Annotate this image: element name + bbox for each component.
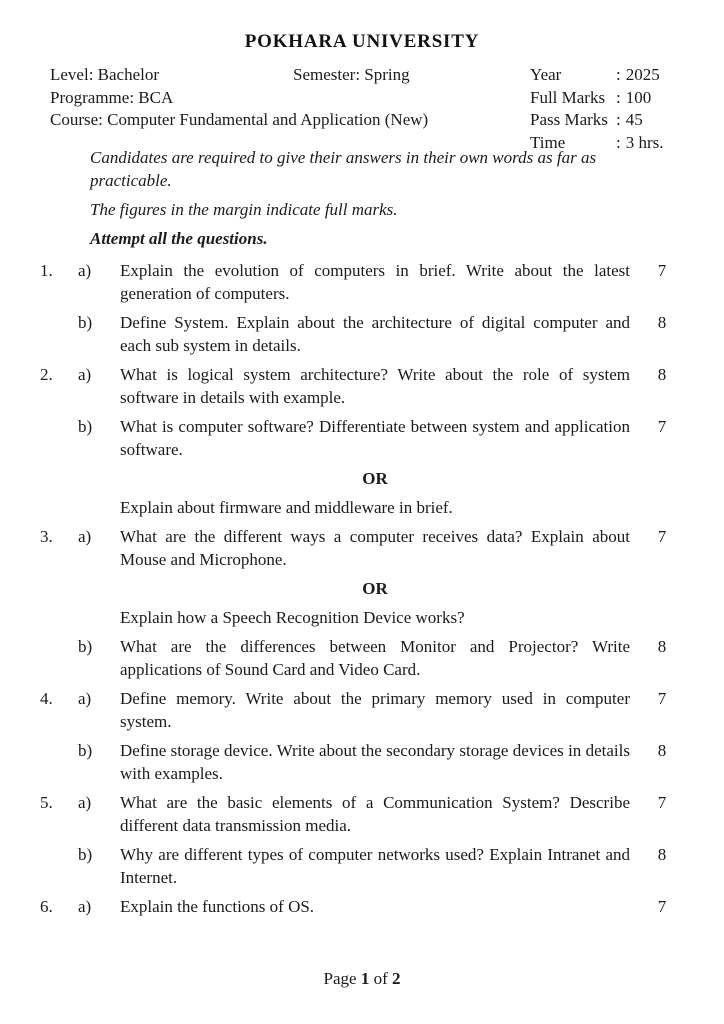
question-number: 5. [40, 792, 53, 812]
question-number [40, 635, 78, 681]
question-letter: b) [78, 844, 93, 864]
instruction-figures-margin: The figures in the margin indicate full marks. [90, 199, 398, 219]
meta-row-full-marks [530, 87, 664, 110]
footer-total-pages: 2 [391, 969, 401, 988]
question-letter: a) [78, 896, 92, 916]
footer-word-page: Page [323, 969, 357, 988]
question-text: What are the different ways a computer receives data? Explain about Mouse and Microphone. [120, 526, 630, 569]
question-number: 2. [40, 364, 53, 384]
question-marks: 8 [657, 364, 667, 384]
meta-row-year [530, 64, 664, 87]
year-value: 2025 [625, 65, 660, 84]
year-separator: : [616, 65, 621, 84]
page-footer [0, 967, 724, 990]
semester-text: Semester: Spring [293, 65, 410, 84]
instructions-block [90, 146, 654, 250]
question-letter: b) [78, 636, 93, 656]
question-number: 3. [40, 526, 53, 546]
question-text: What are the differences between Monitor and Projector? Write applications of Sound Card and Video Card. [120, 636, 630, 679]
question-letter: b) [78, 416, 93, 436]
question-number: 4. [40, 688, 53, 708]
full-marks-separator: : [616, 87, 621, 107]
question-number [40, 843, 78, 889]
question-number [40, 311, 78, 357]
question-number: 1. [40, 260, 53, 280]
question-row-4b [40, 739, 724, 785]
question-text: Define System. Explain about the architecture of digital computer and each sub system in details. [120, 312, 630, 355]
question-marks: 7 [657, 526, 667, 546]
meta-row-time [530, 132, 664, 155]
question-text: What is computer software? Differentiate between system and application software. [120, 416, 630, 459]
pass-marks-separator: : [616, 110, 621, 129]
question-text: Define storage device. Write about the secondary storage devices in details with examples. [120, 740, 630, 783]
question-text: Explain the evolution of computers in brief. Write about the latest generation of computers. [120, 260, 630, 303]
or-separator: OR [362, 578, 388, 598]
footer-current-page: 1 [360, 969, 370, 988]
full-marks-label: Full Marks [530, 87, 606, 107]
question-marks: 7 [657, 792, 667, 812]
time-label: Time [530, 132, 566, 152]
question-row-1b [40, 311, 724, 357]
programme-text: Programme: BCA [50, 87, 174, 107]
question-marks: 8 [657, 636, 667, 656]
instruction-own-words: Candidates are required to give their answers in their own words as far as practicable. [90, 147, 597, 190]
question-number [40, 739, 78, 785]
question-letter: a) [78, 526, 92, 546]
question-text: Define memory. Write about the primary memory used in computer system. [120, 688, 630, 731]
question-row-5a [40, 791, 724, 837]
page-title: POKHARA UNIVERSITY [244, 31, 480, 52]
footer-word-of: of [373, 969, 388, 988]
question-row-3b [40, 635, 724, 681]
full-marks-value: 100 [625, 87, 652, 107]
meta-row-pass-marks [530, 109, 664, 132]
question-number: 6. [40, 896, 53, 916]
marks-info-block [530, 64, 664, 154]
time-value: 3 hrs. [625, 132, 664, 152]
question-row-5b [40, 843, 724, 889]
question-marks: 7 [657, 416, 667, 436]
question-text: What are the basic elements of a Communication System? Describe different data transmission media. [120, 792, 630, 835]
question-row-4a [40, 687, 724, 733]
pass-marks-value: 45 [625, 110, 643, 129]
question-marks: 7 [657, 896, 667, 916]
question-marks: 8 [657, 844, 667, 864]
question-letter: a) [78, 260, 92, 280]
question-letter: a) [78, 364, 92, 384]
header-info [50, 64, 694, 152]
course-text: Course: Computer Fundamental and Application (New) [50, 110, 429, 129]
question-marks: 7 [657, 688, 667, 708]
or-separator: OR [362, 468, 388, 488]
pass-marks-label: Pass Marks [530, 110, 608, 129]
question-text: Why are different types of computer networks used? Explain Intranet and Internet. [120, 844, 630, 887]
question-letter: a) [78, 792, 92, 812]
question-letter: a) [78, 688, 92, 708]
level-text: Level: Bachelor [50, 65, 160, 84]
question-marks: 7 [657, 260, 667, 280]
question-text: What is logical system architecture? Write about the role of system software in details with example. [120, 364, 630, 407]
question-number [40, 415, 78, 461]
question-row-2b [40, 415, 724, 461]
question-marks: 8 [657, 312, 667, 332]
question-row-3a [40, 525, 724, 571]
question-letter: b) [78, 740, 93, 760]
question-row-2a [40, 363, 724, 409]
question-letter: b) [78, 312, 93, 332]
instruction-attempt-all: Attempt all the questions. [90, 228, 268, 248]
question-row-6a [40, 895, 724, 918]
alternative-question-speech: Explain how a Speech Recognition Device works? [120, 607, 465, 627]
year-label: Year [530, 65, 562, 84]
question-row-1a [40, 259, 724, 305]
alternative-question-firmware: Explain about firmware and middleware in brief. [120, 497, 453, 517]
questions-list [0, 259, 724, 918]
time-separator: : [616, 132, 621, 152]
question-text: Explain the functions of OS. [120, 896, 315, 916]
question-marks: 8 [657, 740, 667, 760]
